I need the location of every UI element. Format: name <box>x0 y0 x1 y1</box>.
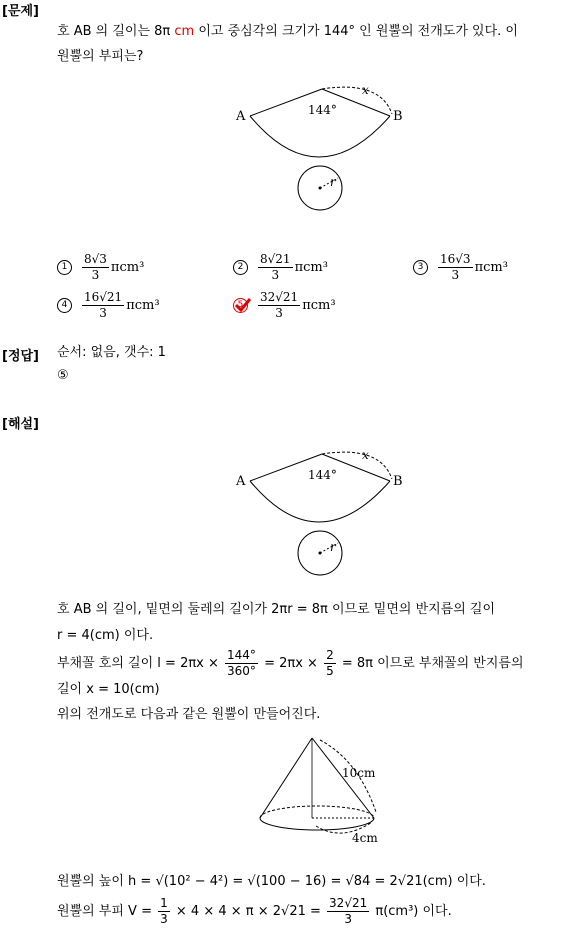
explanation-line-2: r = 4(cm) 이다. <box>57 628 154 643</box>
label-r: r <box>330 540 336 554</box>
fraction-top: 8√3 <box>84 252 107 266</box>
answer-header: [정답] <box>2 349 39 364</box>
option-number: 3 <box>413 260 428 275</box>
arc-length-eq: = 2πx × <box>264 656 318 671</box>
explanation-header: [해설] <box>2 417 39 432</box>
problem-header: [문제] <box>2 4 39 19</box>
angle-label: 144° <box>308 103 337 117</box>
option-2[interactable] <box>233 252 328 283</box>
sector-arc <box>250 116 390 157</box>
option-unit: πcm³ <box>110 260 145 275</box>
label-r: r <box>330 175 336 189</box>
sector-arc <box>250 481 390 522</box>
explanation-line-1: 호 AB 의 길이, 밑면의 둘레의 길이가 2πr = 8π 이므로 밑면의 반지름의 길이 <box>57 602 496 617</box>
option-unit: πcm³ <box>126 298 160 313</box>
fraction-ratio <box>324 648 336 679</box>
label-a: A <box>236 109 246 124</box>
net-figure-1 <box>230 80 410 220</box>
option-3[interactable] <box>413 252 508 283</box>
option-fraction <box>438 252 473 283</box>
explanation-line-7 <box>57 896 452 927</box>
explanation-line-6: 원뿔의 높이 h = √(10² − 4²) = √(100 − 16) = √84 = 2√21(cm) 이다. <box>57 874 486 889</box>
fraction-top: 16√21 <box>84 290 123 304</box>
fraction-bottom: 3 <box>271 268 280 282</box>
cone-base-label: 4cm <box>352 831 378 845</box>
volume-result: π(cm³) 이다. <box>375 904 452 919</box>
option-number-selected: 5 <box>233 298 248 313</box>
explanation-line-5: 위의 전개도로 다음과 같은 원뿔이 만들어진다. <box>57 707 321 722</box>
fraction-top: 32√21 <box>260 290 299 304</box>
fraction-top: 16√3 <box>440 252 471 266</box>
option-number: 1 <box>57 260 72 275</box>
fraction-top: 32√21 <box>329 896 368 910</box>
option-unit: πcm³ <box>302 298 336 313</box>
problem-text: 호 AB 의 길이는 8π <box>57 24 175 39</box>
label-b: B <box>393 109 403 124</box>
option-4[interactable] <box>57 290 160 321</box>
volume-eq: × 4 × 4 × π × 2√21 = <box>175 904 321 919</box>
fraction-angle <box>225 648 258 679</box>
fraction-bottom: 3 <box>99 306 107 320</box>
explanation-line-4: 길이 x = 10(cm) <box>57 682 160 697</box>
cone-figure <box>250 730 400 850</box>
cone-base-back <box>260 806 374 818</box>
option-unit: πcm³ <box>474 260 508 275</box>
fraction-top: 1 <box>160 896 168 910</box>
label-b: B <box>393 474 403 489</box>
label-a: A <box>236 474 246 489</box>
fraction-bottom: 3 <box>344 912 352 926</box>
option-fraction <box>82 252 109 283</box>
label-x: x <box>362 83 369 97</box>
fraction-top: 144° <box>227 648 256 662</box>
problem-text-cont: 이고 중심각의 크기가 144° 인 원뿔의 전개도가 있다. 이 <box>194 24 518 39</box>
explanation-line-3 <box>57 648 524 679</box>
option-unit: πcm³ <box>294 260 328 275</box>
option-number: 2 <box>233 260 248 275</box>
fraction-third <box>158 896 170 927</box>
option-fraction <box>258 252 293 283</box>
fraction-bottom: 3 <box>160 912 168 926</box>
angle-label: 144° <box>308 468 337 482</box>
cone-side-label: 10cm <box>342 766 376 780</box>
option-5[interactable] <box>233 290 336 321</box>
option-fraction <box>258 290 300 321</box>
option-1[interactable] <box>57 252 144 283</box>
arc-length-text: 부채꼴 호의 길이 l = 2πx × <box>57 656 219 671</box>
volume-text: 원뿔의 부피 V = <box>57 904 152 919</box>
fraction-bottom: 3 <box>91 268 100 282</box>
fraction-bottom: 3 <box>275 306 283 320</box>
option-fraction <box>82 290 124 321</box>
fraction-bottom: 360° <box>227 664 256 678</box>
problem-line-2: 원뿔의 부피는? <box>57 49 144 64</box>
fraction-bottom: 5 <box>326 664 334 678</box>
arc-length-result: = 8π 이므로 부채꼴의 반지름의 <box>341 656 524 671</box>
net-figure-2 <box>230 445 410 585</box>
fraction-bottom: 3 <box>451 268 460 282</box>
fraction-result <box>327 896 369 927</box>
problem-line-1 <box>57 22 518 42</box>
answer-choice: ⑤ <box>57 368 69 383</box>
check-icon <box>234 298 252 312</box>
answer-line: 순서: 없음, 갯수: 1 <box>57 345 166 360</box>
label-x: x <box>362 448 369 462</box>
cone-base-front <box>260 818 374 830</box>
fraction-top: 8√21 <box>260 252 291 266</box>
unit-cm: cm <box>174 24 195 39</box>
option-number: 4 <box>57 298 72 313</box>
fraction-top: 2 <box>326 648 334 662</box>
